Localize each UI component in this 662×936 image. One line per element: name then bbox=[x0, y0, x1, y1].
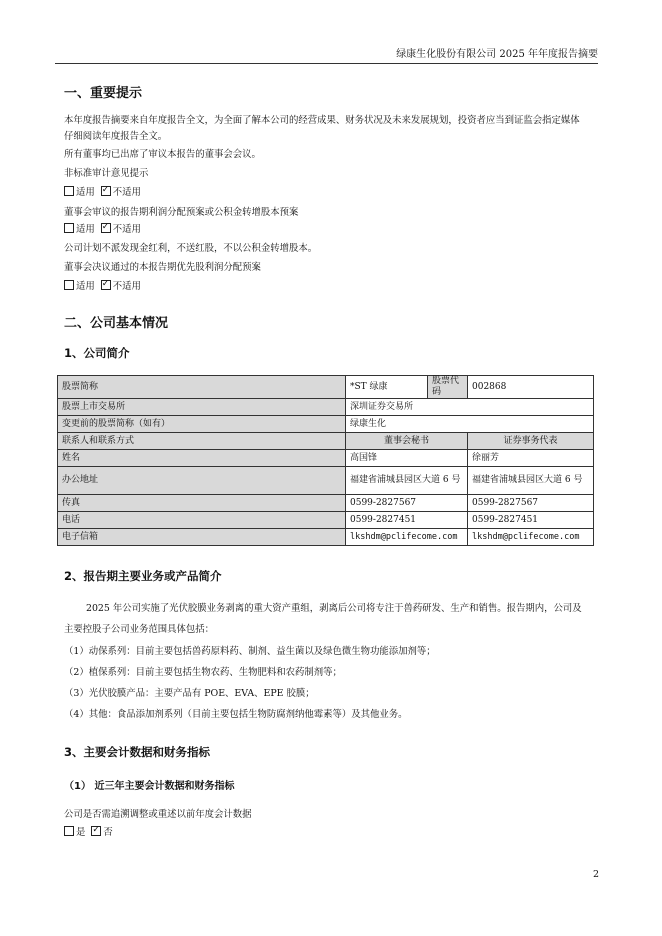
list-item: （3）光伏胶膜产品：主要产品有 POE、EVA、EPE 胶膜； bbox=[64, 688, 315, 699]
subsection-three-year-data: （1） 近三年主要会计数据和财务指标 bbox=[64, 781, 235, 792]
table-label-cell: 股票简称 bbox=[58, 376, 346, 399]
option-not-applicable-label: 不适用 bbox=[112, 281, 141, 292]
table-value-cell: 0599-2827567 bbox=[346, 495, 468, 512]
checkbox-unchecked-icon bbox=[64, 826, 74, 836]
option-no-label: 否 bbox=[103, 827, 113, 838]
list-item: （1）动保系列：目前主要包括兽药原料药、制剂、益生菌以及绿色微生物功能添加剂等； bbox=[64, 646, 436, 657]
email-value-cell: lkshdm@pclifecome.com bbox=[346, 529, 468, 546]
checkbox-unchecked-icon bbox=[64, 186, 74, 196]
preferred-share-line: 董事会决议通过的本报告期优先股利润分配预案 bbox=[64, 262, 261, 273]
table-row bbox=[58, 467, 594, 495]
table-row bbox=[58, 376, 594, 399]
table-label-cell: 联系人和联系方式 bbox=[58, 433, 346, 450]
table-row bbox=[58, 416, 594, 433]
section-title-important-notes: 一、重要提示 bbox=[64, 86, 143, 101]
table-label-cell: 变更前的股票简称（如有） bbox=[58, 416, 346, 433]
business-paragraph: 2025 年公司实施了光伏胶膜业务剥离的重大资产重组，剥离后公司将专注于兽药研发、生产和销售。报告期内，公司及主要控股子公司业务范围具体包括： bbox=[64, 603, 582, 635]
option-row-audit bbox=[64, 185, 141, 200]
checkbox-unchecked-icon bbox=[64, 280, 74, 290]
subsection-financial-data: 3、主要会计数据和财务指标 bbox=[64, 745, 211, 759]
audit-opinion-line: 非标准审计意见提示 bbox=[64, 168, 149, 179]
table-value-cell: 深圳证券交易所 bbox=[346, 399, 594, 416]
table-value-cell: 0599-2827567 bbox=[468, 495, 594, 512]
checkbox-checked-icon bbox=[101, 186, 111, 196]
checkbox-checked-icon bbox=[101, 280, 111, 290]
option-row-profit bbox=[64, 222, 141, 237]
table-value-cell: 福建省浦城县园区大道 6 号 bbox=[468, 467, 594, 495]
table-row bbox=[58, 512, 594, 529]
option-yes-label: 是 bbox=[76, 827, 86, 838]
restatement-question: 公司是否需追溯调整或重述以前年度会计数据 bbox=[64, 809, 252, 820]
table-value-cell: 福建省浦城县园区大道 6 号 bbox=[346, 467, 468, 495]
section-title-company-info: 二、公司基本情况 bbox=[64, 316, 169, 331]
table-label-cell: 股票上市交易所 bbox=[58, 399, 346, 416]
table-row bbox=[58, 529, 594, 546]
no-dividend-line: 公司计划不派发现金红利，不送红股，不以公积金转增股本。 bbox=[64, 243, 318, 254]
table-value-cell: 0599-2827451 bbox=[468, 512, 594, 529]
table-label-cell: 姓名 bbox=[58, 450, 346, 467]
table-row bbox=[58, 433, 594, 450]
table-row bbox=[58, 399, 594, 416]
table-value-cell: 002868 bbox=[468, 376, 594, 399]
option-applicable-label: 适用 bbox=[76, 224, 95, 235]
table-value-cell: 0599-2827451 bbox=[346, 512, 468, 529]
list-item: （4）其他：食品添加剂系列（目前主要包括生物防腐剂纳他霉素等）及其他业务。 bbox=[64, 709, 408, 720]
email-value-cell: lkshdm@pclifecome.com bbox=[468, 529, 594, 546]
checkbox-unchecked-icon bbox=[64, 223, 74, 233]
directors-attended-line: 所有董事均已出席了审议本报告的董事会会议。 bbox=[64, 149, 261, 160]
checkbox-checked-icon bbox=[101, 223, 111, 233]
option-applicable-label: 适用 bbox=[76, 187, 95, 198]
table-row bbox=[58, 450, 594, 467]
option-not-applicable-label: 不适用 bbox=[112, 224, 141, 235]
table-label-cell: 传真 bbox=[58, 495, 346, 512]
subsection-business-intro: 2、报告期主要业务或产品简介 bbox=[64, 569, 222, 583]
page-number: 2 bbox=[593, 869, 600, 880]
table-header-cell: 证券事务代表 bbox=[468, 433, 594, 450]
table-label-cell: 电话 bbox=[58, 512, 346, 529]
table-value-cell: *ST 绿康 bbox=[346, 376, 428, 399]
company-info-table bbox=[57, 375, 594, 546]
table-label-cell: 股票代码 bbox=[428, 376, 468, 399]
table-label-cell: 办公地址 bbox=[58, 467, 346, 495]
option-row-preferred bbox=[64, 279, 141, 294]
table-label-cell: 电子信箱 bbox=[58, 529, 346, 546]
intro-paragraph: 本年度报告摘要来自年度报告全文，为全面了解本公司的经营成果、财务状况及未来发展规划，投资者应当到证监会指定媒体仔细阅读年度报告全文。 bbox=[64, 115, 580, 142]
profit-distribution-line: 董事会审议的报告期利润分配预案或公积金转增股本预案 bbox=[64, 207, 299, 218]
table-value-cell: 绿康生化 bbox=[346, 416, 594, 433]
subsection-company-profile: 1、公司简介 bbox=[64, 346, 130, 360]
table-value-cell: 徐丽芳 bbox=[468, 450, 594, 467]
option-row-restatement bbox=[64, 825, 113, 840]
page-header: 绿康生化股份有限公司 2025 年年度报告摘要 bbox=[55, 45, 598, 64]
table-header-cell: 董事会秘书 bbox=[346, 433, 468, 450]
option-applicable-label: 适用 bbox=[76, 281, 95, 292]
table-value-cell: 高国锋 bbox=[346, 450, 468, 467]
table-row bbox=[58, 495, 594, 512]
list-item: （2）植保系列：目前主要包括生物农药、生物肥料和农药制剂等； bbox=[64, 667, 342, 678]
option-not-applicable-label: 不适用 bbox=[112, 187, 141, 198]
checkbox-checked-icon bbox=[91, 826, 101, 836]
